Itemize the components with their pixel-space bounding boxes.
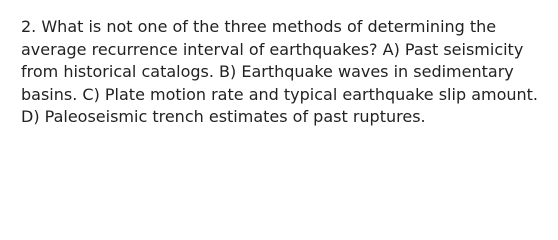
- question-line: D) Paleoseismic trench estimates of past ruptures.: [21, 107, 426, 126]
- question-line: 2. What is not one of the three methods of determining the: [21, 17, 497, 36]
- question-line: average recurrence interval of earthquakes? A) Past seismicity: [21, 39, 524, 59]
- question-text: [21, 16, 551, 129]
- question-line: basins. C) Plate motion rate and typical earthquake slip amount.: [21, 84, 539, 104]
- question-line: from historical catalogs. B) Earthquake waves in sedimentary: [21, 62, 514, 81]
